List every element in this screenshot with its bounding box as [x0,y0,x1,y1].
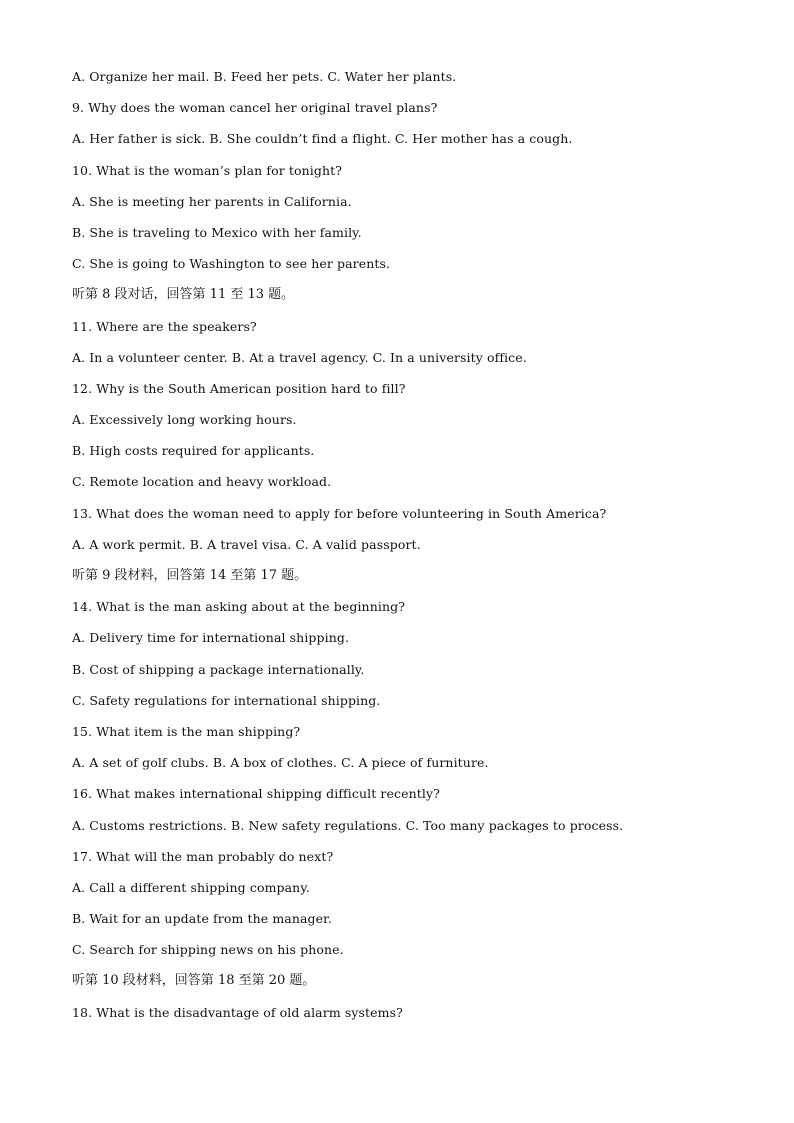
answer-options: C. Safety regulations for international shipping. [72,692,381,708]
answer-options: C. Remote location and heavy workload. [72,474,332,490]
document-body [72,67,772,1034]
question-text: 15. What item is the man shipping? [72,723,301,739]
section-instruction: 听第 8 段对话，回答第 11 至 13 题。 [72,287,295,303]
question-text: 14. What is the man asking about at the beginning? [72,599,405,615]
question-text: 10. What is the woman’s plan for tonight? [72,162,343,178]
question-text: 12. Why is the South American position hard to fill? [72,380,406,396]
answer-options: A. Organize her mail. B. Feed her pets. C. Water her plants. [72,69,457,84]
question-text: 16. What makes international shipping difficult recently? [72,786,440,802]
question-text: 9. Why does the woman cancel her original travel plans? [72,100,438,116]
question-text: 11. Where are the speakers? [72,318,257,334]
answer-options: A. Customs restrictions. B. New safety regulations. C. Too many packages to process. [72,817,624,833]
section-instruction: 听第 9 段材料，回答第 14 至第 17 题。 [72,568,308,583]
answer-options: A. Delivery time for international shipping. [72,630,350,646]
section-instruction: 听第 10 段材料，回答第 18 至第 20 题。 [72,973,316,989]
answer-options: A. Excessively long working hours. [72,412,297,428]
answer-options: A. She is meeting her parents in California. [72,193,352,209]
answer-options: A. A work permit. B. A travel visa. C. A valid passport. [72,536,421,552]
question-text: 18. What is the disadvantage of old alarm systems? [72,1004,403,1020]
answer-options: C. Search for shipping news on his phone. [72,942,344,958]
answer-options: B. High costs required for applicants. [72,443,315,459]
answer-options: B. She is traveling to Mexico with her family. [72,224,362,240]
answer-options: A. A set of golf clubs. B. A box of clothes. C. A piece of furniture. [72,755,489,771]
answer-options: A. Call a different shipping company. [72,879,310,895]
question-text: 13. What does the woman need to apply for before volunteering in South America? [72,505,607,521]
answer-options: B. Cost of shipping a package internationally. [72,661,365,677]
answer-options: A. In a volunteer center. B. At a travel agency. C. In a university office. [72,349,527,365]
answer-options: B. Wait for an update from the manager. [72,911,332,927]
question-text: 17. What will the man probably do next? [72,848,334,864]
answer-options: C. She is going to Washington to see her parents. [72,256,391,272]
answer-options: A. Her father is sick. B. She couldn’t find a flight. C. Her mother has a cough. [72,131,573,147]
